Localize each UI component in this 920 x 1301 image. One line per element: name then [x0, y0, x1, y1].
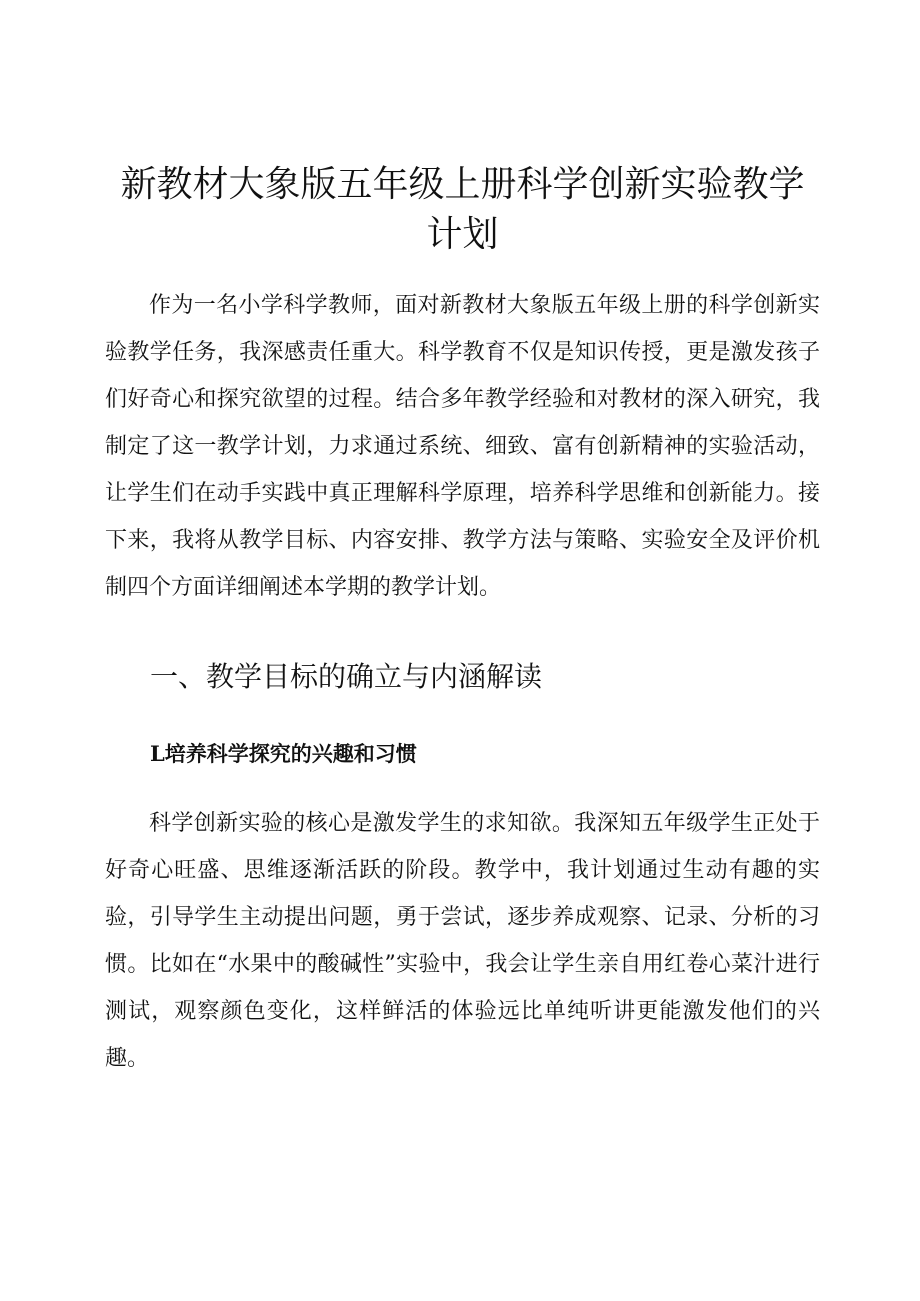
subsection-paragraph: 科学创新实验的核心是激发学生的求知欲。我深知五年级学生正处于好奇心旺盛、思维逐渐活跃的阶段。教学中，我计划通过生动有趣的实验，引导学生主动提出问题，勇于尝试，逐步养成观察、记录、分析的习惯。比如在“水果中的酸碱性”实验中，我会让学生亲自用红卷心菜汁进行测试，观察颜色变化，这样鲜活的体验远比单纯听讲更能激发他们的兴趣。 [105, 811, 820, 1071]
subsection-heading: L培养科学探究的兴趣和习惯 [150, 741, 417, 766]
intro-paragraph: 作为一名小学科学教师，面对新教材大象版五年级上册的科学创新实验教学任务，我深感责任重大。科学教育不仅是知识传授，更是激发孩子们好奇心和探究欲望的过程。结合多年教学经验和对教材的深入研究，我制定了这一教学计划，力求通过系统、细致、富有创新精神的实验活动，让学生们在动手实践中真正理解科学原理，培养科学思维和创新能力。接下来，我将从教学目标、内容安排、教学方法与策略、实验安全及评价机制四个方面详细阐述本学期的教学计划。 [105, 293, 820, 600]
section-heading: 一、教学目标的确立与内涵解读 [150, 660, 543, 693]
document-title: 新教材大象版五年级上册科学创新实验教学计划 [120, 164, 805, 255]
